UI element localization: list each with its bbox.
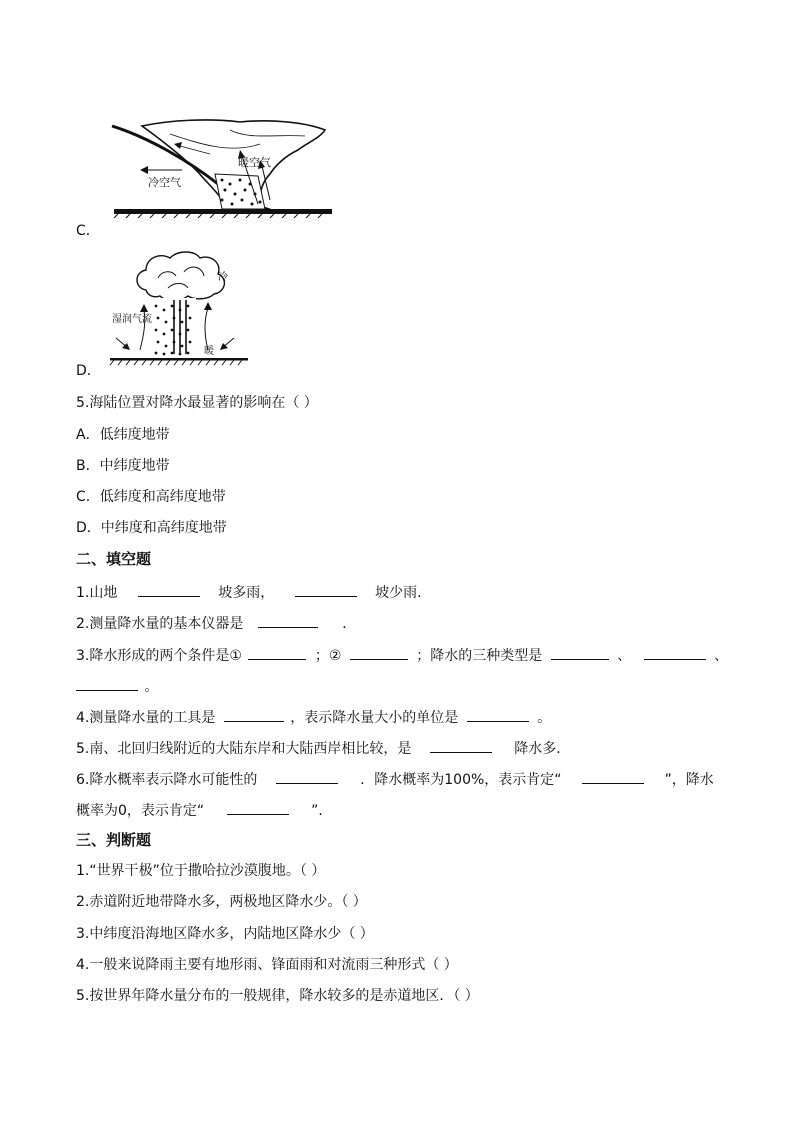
figure-c-cold-air-label: 冷空气 [148,176,181,189]
fill-q6-blank-1[interactable] [276,769,338,784]
fill-q4-text-b: ，表示降水量大小的单位是 [290,710,459,726]
fill-q2-blank-1[interactable] [258,613,318,628]
figure-c-drawing [110,114,335,222]
fill-q6-continued [76,800,332,820]
fill-q4-text-a: 4.测量降水量的工具是 [76,710,216,726]
fill-q6-text-b: ．降水概率为100%，表示肯定“ [360,772,562,788]
fill-q6-blank-3[interactable] [227,800,289,815]
fill-q3-blank-1[interactable] [248,645,306,660]
fill-q5 [76,738,570,758]
figure-d-warm-label: 暖 [204,346,214,357]
fill-q3-text-f: 。 [144,679,159,695]
figure-d-cold-label: 冷 [218,272,228,283]
fill-q6-text-a: 6.降水概率表示降水可能性的 [76,772,258,788]
fill-q3-continued [76,676,158,696]
fill-q3-text-b: ；② [314,648,342,664]
fill-q4-text-c: 。 [537,710,552,726]
fill-q2-text-a: 2.测量降水量的基本仪器是 [76,616,244,632]
fill-q3-text-c: ；降水的三种类型是 [416,648,543,664]
fill-q2-text-b: ． [342,616,357,632]
fill-q3-text-a: 3.降水形成的两个条件是① [76,648,242,664]
fill-q1-blank-1[interactable] [138,582,200,597]
fill-q1-text-a: 1.山地 [76,585,118,601]
fill-q1-text-b: 坡多雨， [218,585,275,601]
fill-q3-blank-4[interactable] [644,645,706,660]
fill-q1 [76,582,431,602]
mc-q5-option-b[interactable]: B．中纬度地带 [76,458,170,474]
tf-item-2: 2.赤道附近地带降水多，两极地区降水少。（ ） [76,894,367,910]
fill-q3 [76,645,728,665]
tf-item-5: 5.按世界年降水量分布的一般规律，降水较多的是赤道地区．（ ） [76,988,479,1004]
fill-q3-blank-2[interactable] [350,645,408,660]
figure-c-label: C． [76,223,100,239]
tf-item-3: 3.中纬度沿海地区降水多，内陆地区降水少（ ） [76,926,374,942]
fill-q3-text-d: 、 [617,648,632,664]
fill-q4-blank-2[interactable] [467,707,529,722]
fill-q4-blank-1[interactable] [224,707,284,722]
fill-q4 [76,707,551,727]
fill-q5-text-b: 降水多． [514,741,571,757]
figure-d-drawing [108,250,250,368]
fill-q3-text-e: 、 [714,648,729,664]
fill-q1-text-c: 坡少雨． [375,585,432,601]
figure-c-frontal-rain [110,114,335,222]
fill-q6-text-d: 概率为0，表示肯定“ [76,803,205,819]
fill-q5-text-a: 5.南、北回归线附近的大陆东岸和大陆西岸相比较，是 [76,741,412,757]
mc-q5-option-a[interactable]: A．低纬度地带 [76,427,170,443]
fill-q2 [76,613,356,633]
fill-q6-text-e: ”． [311,803,333,819]
figure-d-label: D． [76,363,101,379]
mc-q5-stem: 5.海陆位置对降水最显著的影响在（ ） [76,395,318,411]
mc-q5-option-c[interactable]: C．低纬度和高纬度地带 [76,489,226,505]
fill-q6 [76,769,714,789]
tf-item-4: 4.一般来说降雨主要有地形雨、锋面雨和对流雨三种形式（ ） [76,957,458,973]
fill-q3-blank-5[interactable] [76,676,138,691]
fill-q5-blank-1[interactable] [430,738,492,753]
fill-q3-blank-3[interactable] [551,645,609,660]
section-2-heading: 二、填空题 [76,550,152,568]
fill-q6-text-c: ”，降水 [664,772,714,788]
fill-q1-blank-2[interactable] [295,582,357,597]
figure-d-humid-flow-label: 湿润气流 [112,314,152,325]
fill-q6-blank-2[interactable] [582,769,644,784]
figure-d-convectional-rain [108,250,250,368]
tf-item-1: 1.“世界干极”位于撒哈拉沙漠腹地。（ ） [76,863,326,879]
mc-q5-option-d[interactable]: D．中纬度和高纬度地带 [76,520,227,536]
section-3-heading: 三、判断题 [76,831,152,849]
figure-c-warm-air-label: 暖空气 [238,156,271,169]
